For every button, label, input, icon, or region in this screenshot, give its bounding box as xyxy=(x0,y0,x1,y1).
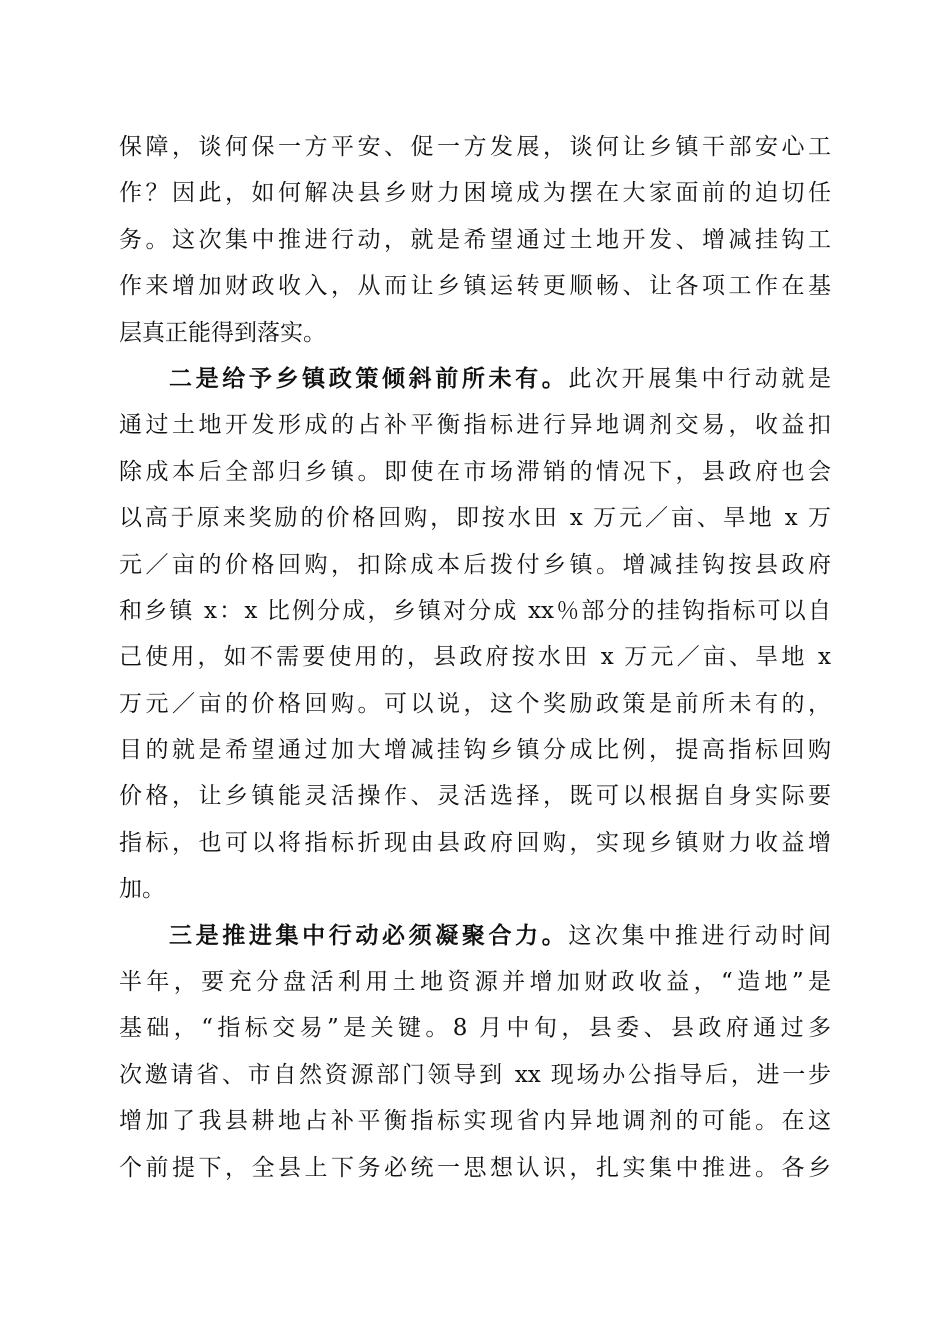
text-line: 除成本后全部归乡镇。即使在市场滞销的情况下，县政府也会 xyxy=(119,458,831,485)
text-line: 目的就是希望通过加大增减挂钩乡镇分成比例，提高指标回购 xyxy=(119,737,831,764)
paragraph-text: 此次开展集中行动就是 xyxy=(568,365,831,392)
text-line: 务。这次集中推进行动，就是希望通过土地开发、增减挂钩工 xyxy=(119,226,831,253)
text-line: 加。 xyxy=(119,876,165,903)
text-line: 半年，要充分盘活利用土地资源并增加财政收益，“造地”是 xyxy=(119,969,831,996)
text-line: 次邀请省、市自然资源部门领导到 xx 现场办公指导后，进一步 xyxy=(119,1061,831,1088)
paragraph-1 xyxy=(119,124,831,356)
text-line: 保障，谈何保一方平安、促一方发展，谈何让乡镇干部安心工 xyxy=(119,134,831,160)
paragraph-heading: 三是推进集中行动必须凝聚合力。 xyxy=(169,921,569,949)
document-body xyxy=(119,124,831,1191)
paragraph-text: 这次集中推进行动时间 xyxy=(568,922,831,949)
text-line: 以高于原来奖励的价格回购，即按水田 x 万元／亩、旱地 x 万 xyxy=(119,505,831,532)
text-line: 增加了我县耕地占补平衡指标实现省内异地调剂的可能。在这 xyxy=(119,1108,831,1135)
text-line: 作？因此，如何解决县乡财力困境成为摆在大家面前的迫切任 xyxy=(119,180,831,207)
text-line: 价格，让乡镇能灵活操作、灵活选择，既可以根据自身实际要 xyxy=(119,783,831,810)
text-line: 通过土地开发形成的占补平衡指标进行异地调剂交易，收益扣 xyxy=(119,412,831,439)
paragraph-2 xyxy=(119,356,831,913)
text-line: 层真正能得到落实。 xyxy=(119,319,326,346)
paragraph-3 xyxy=(119,913,831,1191)
text-line xyxy=(119,913,831,959)
text-line: 元／亩的价格回购，扣除成本后拨付乡镇。增减挂钩按县政府 xyxy=(119,551,831,578)
text-line: 指标，也可以将指标折现由县政府回购，实现乡镇财力收益增 xyxy=(119,829,831,856)
text-line: 己使用，如不需要使用的，县政府按水田 x 万元／亩、旱地 x xyxy=(119,644,831,671)
text-line: 作来增加财政收入，从而让乡镇运转更顺畅、让各项工作在基 xyxy=(119,273,831,300)
text-line: 基础，“指标交易”是关键。8 月中旬，县委、县政府通过多 xyxy=(119,1015,831,1042)
text-line xyxy=(119,356,831,402)
text-line: 和乡镇 x：x 比例分成，乡镇对分成 xx％部分的挂钩指标可以自 xyxy=(119,597,831,624)
paragraph-heading: 二是给予乡镇政策倾斜前所未有。 xyxy=(169,364,569,392)
text-line: 个前提下，全县上下务必统一思想认识，扎实集中推进。各乡 xyxy=(119,1154,831,1181)
text-line: 万元／亩的价格回购。可以说，这个奖励政策是前所未有的， xyxy=(119,690,831,717)
